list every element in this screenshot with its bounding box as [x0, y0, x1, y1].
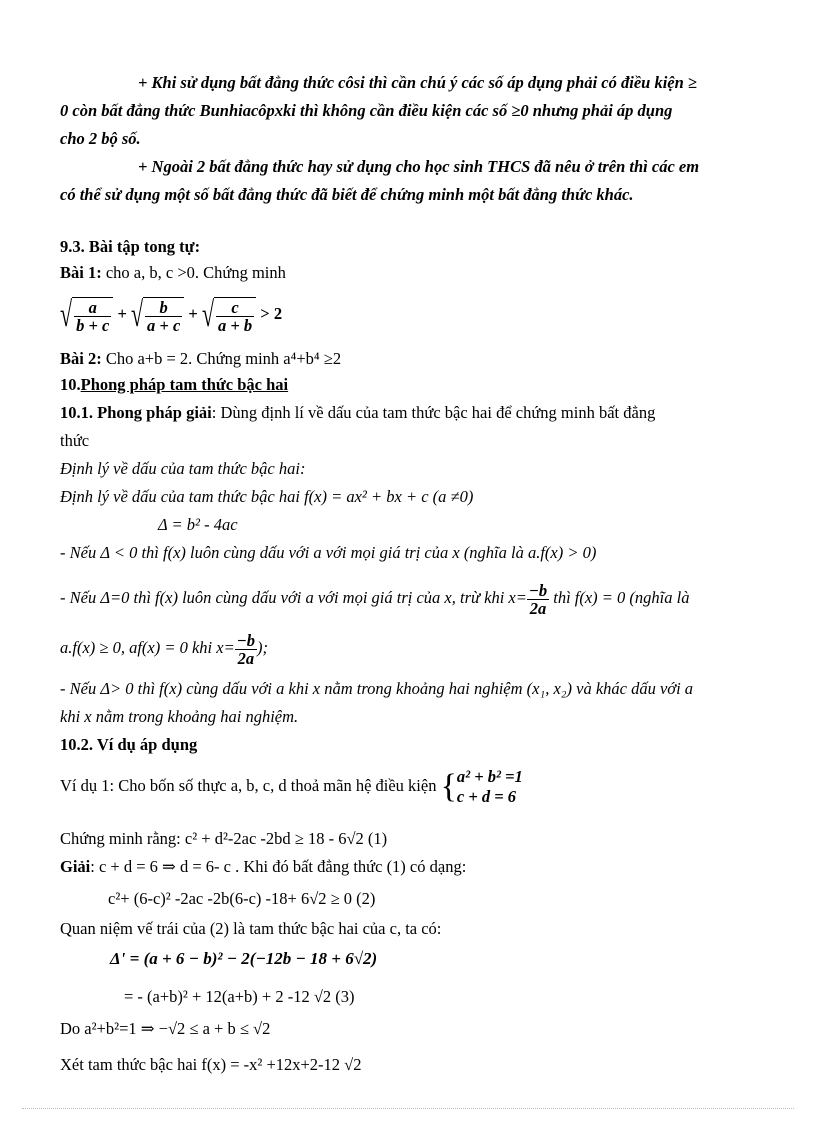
formula-rhs: > 2	[260, 304, 283, 323]
section-10-1-heading: 10.1. Phong pháp giải	[60, 403, 212, 422]
theorem-case3-line1: - Nếu Δ> 0 thì f(x) cùng dấu với a khi x nằm trong khoảng hai nghiệm (x₁, x₂) và khác dấu với a	[60, 679, 694, 698]
vidu1-text: Ví dụ 1: Cho bốn số thực a, b, c, d thoả mãn hệ điều kiện	[60, 776, 437, 795]
section-10-1-text: : Dùng định lí về dấu của tam thức bậc hai để chứng minh bất đẳng	[211, 403, 656, 422]
plus-sign: +	[117, 304, 127, 323]
fraction-3: $\frac{c}{a + b}$	[214, 297, 256, 334]
vidu1-giai-line	[60, 856, 466, 878]
system-brace: {	[440, 768, 457, 806]
theorem-case1: - Nếu Δ < 0 thì f(x) luôn cùng dấu với a với mọi giá trị của x (nghĩa là a.f(x) > 0)	[60, 543, 597, 562]
case2-text-c: a.f(x) ≥ 0, af(x) = 0 khi x=	[60, 638, 235, 657]
para2-line2: có thể sử dụng một số bất đẳng thức đã biết để chứng minh một bất đẳng thức khác.	[60, 185, 634, 204]
theorem-case3-line2: khi x nằm trong khoảng hai nghiệm.	[60, 707, 299, 726]
bai1-text: cho a, b, c >0. Chứng minh	[101, 263, 286, 282]
page-bottom-divider	[22, 1108, 794, 1109]
fraction-2: $\frac{b}{a + c}$	[143, 297, 184, 334]
theorem-case2-line1	[60, 578, 689, 618]
theorem-delta: Δ = b² - 4ac	[158, 515, 238, 534]
section-10-1-line1	[60, 402, 655, 424]
sqrt-symbol: √	[60, 294, 73, 335]
bai2-line	[60, 348, 341, 370]
giai-text: : c + d = 6 ⇒ d = 6- c . Khi đó bất đẳng thức (1) có dạng:	[90, 857, 467, 876]
case2-text-d: );	[256, 638, 268, 657]
section-10-2-heading: 10.2. Ví dụ áp dụng	[60, 735, 198, 754]
section-10-heading	[60, 374, 288, 396]
bai2-text: Cho a+b = 2. Chứng minh a⁴+b⁴ ≥2	[101, 349, 342, 368]
bai2-label: Bài 2:	[60, 349, 102, 368]
bai1-label: Bài 1:	[60, 263, 102, 282]
sqrt-symbol: √	[130, 294, 144, 335]
para2-line1: + Ngoài 2 bất đẳng thức hay sử dụng cho học sinh THCS đã nêu ở trên thì các em	[138, 157, 700, 176]
theorem-case2-line2	[60, 628, 268, 668]
xet-line: Xét tam thức bậc hai f(x) = -x² +12x+2-12 √2	[60, 1055, 362, 1074]
theorem-title: Định lý về dấu của tam thức bậc hai:	[60, 459, 306, 478]
equation-2: c²+ (6-c)² -2ac -2b(6-c) -18+ 6√2 ≥ 0 (2)	[108, 889, 376, 908]
plus-sign: +	[188, 304, 198, 323]
theorem-line1: Định lý về dấu của tam thức bậc hai f(x) = ax² + bx + c (a ≠0)	[60, 487, 474, 506]
bai1-line	[60, 262, 286, 284]
quan-niem-line: Quan niệm vế trái của (2) là tam thức bậc hai của c, ta có:	[60, 919, 442, 938]
do-line: Do a²+b²=1 ⇒ −√2 ≤ a + b ≤ √2	[60, 1019, 271, 1038]
case2-text-a: - Nếu Δ=0 thì f(x) luôn cùng dấu với a với mọi giá trị của x, trừ khi x=	[60, 588, 527, 607]
giai-label: Giải	[60, 857, 91, 876]
equation-3: = - (a+b)² + 12(a+b) + 2 -12 √2 (3)	[124, 987, 355, 1006]
section-10-title: Phong pháp tam thức bậc hai	[80, 375, 289, 394]
fraction-minus-b-2a: $\frac{-b}{2a}$	[236, 630, 255, 668]
section-10-number: 10.	[60, 375, 81, 394]
condition-1: a² + b² =1	[456, 767, 523, 787]
section-10-1-line2: thức	[60, 431, 90, 450]
para1-line3: cho 2 bộ số.	[60, 129, 141, 148]
condition-2: c + d = 6	[456, 787, 517, 807]
vidu1-line	[60, 766, 523, 807]
para1-line2: 0 còn bất đẳng thức Bunhiacôpxki thì không cần điều kiện các số ≥0 nhưng phải áp dụng	[60, 101, 673, 120]
fraction-1: $\frac{a}{b + c}$	[72, 297, 113, 334]
bai1-formula	[60, 294, 282, 335]
delta-prime-line: Δ' = (a + 6 − b)² − 2(−12b − 18 + 6√2)	[110, 949, 378, 968]
condition-system	[457, 767, 523, 807]
para1-line1: + Khi sử dụng bất đẳng thức côsi thì cần chú ý các số áp dụng phải có điều kiện ≥	[138, 73, 697, 92]
section-9-3-heading: 9.3. Bài tập tong tự:	[60, 237, 201, 256]
vidu1-prove: Chứng minh rằng: c² + d²-2ac -2bd ≥ 18 - 6√2 (1)	[60, 829, 388, 848]
case2-text-b: thì f(x) = 0 (nghĩa là	[549, 588, 690, 607]
sqrt-symbol: √	[201, 294, 215, 335]
fraction-minus-b-2a: $\frac{-b}{2a}$	[528, 580, 548, 618]
